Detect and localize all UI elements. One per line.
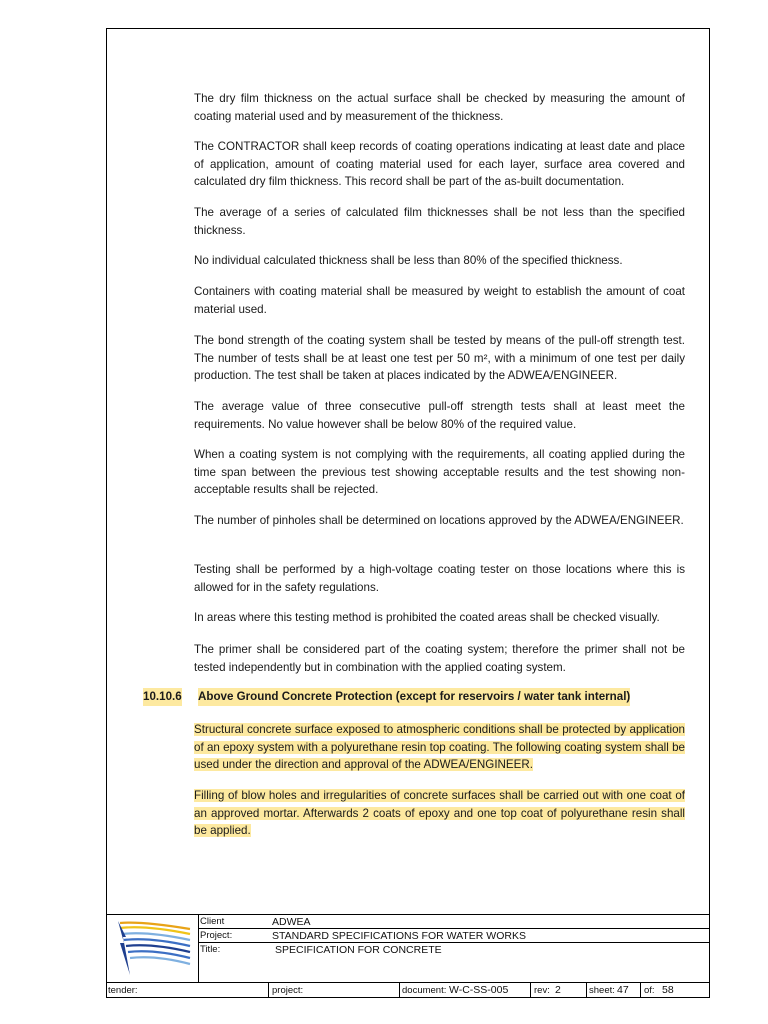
paragraph-pull-off-average: The average value of three consecutive pull-off strength tests shall at least meet the requirements. No value however shall be below 80% of the required value. xyxy=(194,400,685,431)
titleblock-row-divider xyxy=(198,928,710,929)
rev-value: 2 xyxy=(555,984,561,996)
paragraph-records: The CONTRACTOR shall keep records of coating operations indicating at least date and place of application, amount of coating material used for each layer, surface area covered and calculated dry film thickness. This record shall be part of the as-built documentation. xyxy=(194,140,685,188)
sheet-value: 47 xyxy=(617,984,629,996)
sheet-label: sheet: xyxy=(589,985,615,996)
project-label: Project: xyxy=(200,930,233,941)
paragraph-bond-strength: The bond strength of the coating system shall be tested by means of the pull-off strength test. The number of tests shall be at least one test per 50 m², with a minimum of one test per daily production. The test shall be taken at places indicated by the ADWEA/ENGINEER. xyxy=(194,334,685,382)
titleblock-top-border xyxy=(106,914,710,915)
paragraph-high-voltage: Testing shall be performed by a high-voltage coating tester on those locations where this is allowed for in the safety regulations. xyxy=(194,563,685,594)
paragraph-pinholes: The number of pinholes shall be determined on locations approved by the ADWEA/ENGINEER. xyxy=(194,514,684,527)
logo-bolt xyxy=(118,921,130,975)
titleblock-cell-divider xyxy=(640,982,641,998)
titleblock-cell-divider xyxy=(586,982,587,998)
section-number: 10.10.6 xyxy=(143,688,182,706)
project-value: STANDARD SPECIFICATIONS FOR WATER WORKS xyxy=(272,930,526,942)
highlighted-text: Structural concrete surface exposed to atmospheric conditions shall be protected by application of an epoxy system with a polyurethane resin top coating. The following coating system shall be used under the direction and approval of the ADWEA/ENGINEER. xyxy=(194,723,685,771)
highlighted-text: Filling of blow holes and irregularities of concrete surfaces shall be carried out with one coat of an approved mortar. Afterwards 2 coats of epoxy and one top coat of polyurethane resin shall be applied. xyxy=(194,789,685,837)
client-label: Client xyxy=(200,916,225,927)
client-value: ADWEA xyxy=(272,916,311,928)
titleblock-cell-divider xyxy=(399,982,400,998)
document-label: document: xyxy=(402,985,447,996)
titleblock-cell-divider xyxy=(530,982,531,998)
paragraph-structural-concrete xyxy=(194,721,685,774)
section-title: Above Ground Concrete Protection (except for reservoirs / water tank internal) xyxy=(198,688,630,706)
titleblock-row-divider xyxy=(198,942,710,943)
of-label: of: xyxy=(644,985,655,996)
rev-label: rev: xyxy=(534,985,550,996)
titleblock-logo-divider xyxy=(198,914,199,982)
project-code-label: project: xyxy=(272,985,304,996)
tender-label: tender: xyxy=(108,985,138,996)
paragraph-individual: No individual calculated thickness shall be less than 80% of the specified thickness. xyxy=(194,254,623,267)
paragraph-blow-holes xyxy=(194,787,685,840)
paragraph-dry-film: The dry film thickness on the actual surface shall be checked by measuring the amount of coating material used and by measurement of the thickness. xyxy=(194,92,685,123)
of-value: 58 xyxy=(662,984,674,996)
paragraph-noncomplying: When a coating system is not complying with the requirements, all coating applied during the time span between the previous test showing acceptable results and the test showing non-acceptable results shall be rejected. xyxy=(194,448,685,496)
document-value: W-C-SS-005 xyxy=(449,984,509,996)
paragraph-primer: The primer shall be considered part of the coating system; therefore the primer shall not be tested independently but in combination with the applied coating system. xyxy=(194,643,685,674)
titleblock-bottom-row-divider xyxy=(106,982,710,983)
paragraph-average: The average of a series of calculated film thicknesses shall be not less than the specified thickness. xyxy=(194,206,685,237)
paragraph-visual-check: In areas where this testing method is prohibited the coated areas shall be checked visually. xyxy=(194,611,660,624)
section-heading xyxy=(140,688,700,706)
title-value: SPECIFICATION FOR CONCRETE xyxy=(275,944,442,956)
paragraph-containers: Containers with coating material shall be measured by weight to establish the amount of coat material used. xyxy=(194,285,685,316)
logo-stripe xyxy=(130,957,190,964)
title-label: Title: xyxy=(200,944,221,955)
titleblock-cell-divider xyxy=(268,982,269,998)
company-logo xyxy=(112,917,194,979)
